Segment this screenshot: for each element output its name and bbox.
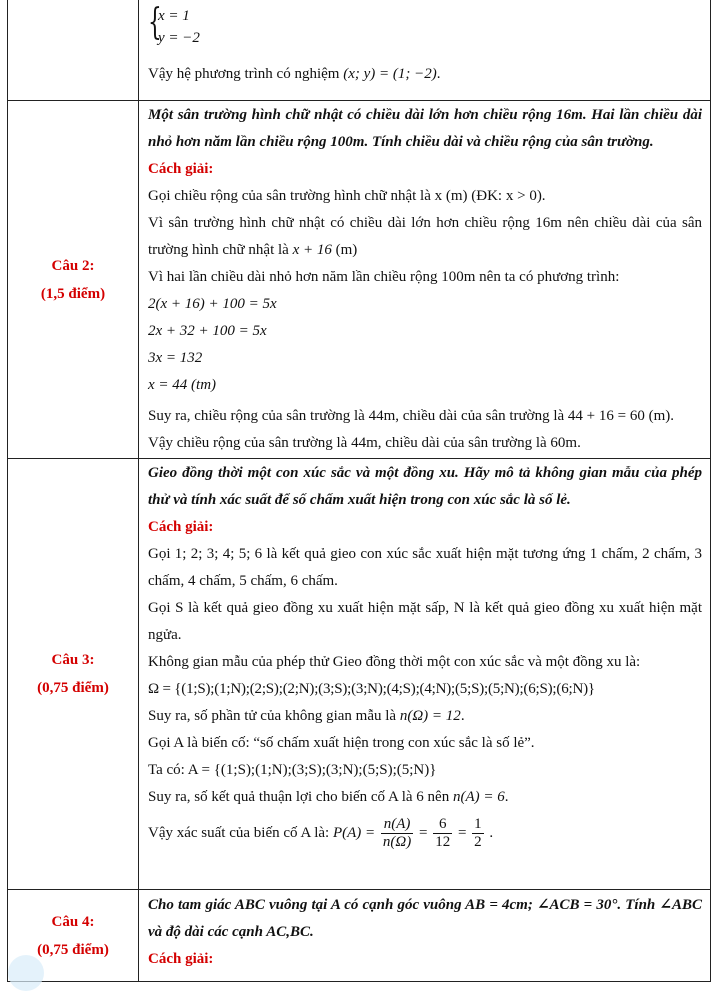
solution-line: Vì hai lần chiều dài nhỏ hơn năm lần chiều rộng 100m nên ta có phương trình:	[148, 269, 620, 285]
problem-statement: Một sân trường hình chữ nhật có chiều dài lớn hơn chiều rộng 16m. Hai lần chiều dài nhỏ hơn năm lần chiều rộng 100m. Tính chiều dài và chiều rộng của sân trường.	[148, 107, 702, 150]
brace-symbol: {	[148, 2, 162, 43]
question-points: (0,75 điểm)	[37, 941, 109, 958]
solution-heading: Cách giải:	[148, 951, 214, 967]
fraction: $\frac{6}{12}$	[435, 816, 451, 851]
solution-heading: Cách giải:	[148, 161, 214, 177]
table-row-previous	[8, 0, 711, 101]
solution-line: Gọi A là biến cố: “số chấm xuất hiện trong con xúc sắc là số lẻ”.	[148, 735, 535, 751]
solution-line: Suy ra, chiều rộng của sân trường là 44m, chiều dài của sân trường là 44 + 16 = 60 (m).	[148, 408, 674, 424]
table-row-question-4	[8, 890, 711, 982]
solution-line: Không gian mẫu của phép thử Gieo đồng thời một con xúc sắc và một đồng xu là:	[148, 654, 641, 670]
fraction: $\frac{n(A)}{n(\Omega)}$	[382, 816, 412, 851]
solution-heading: Cách giải:	[148, 519, 214, 535]
equation-step: x = 44 (tm)	[148, 377, 217, 393]
watermark-logo	[8, 955, 44, 991]
content-cell	[139, 0, 711, 101]
solution-line: Suy ra, số phần tử của không gian mẫu là n(Ω) = 12.	[148, 708, 465, 724]
solution-line: Gọi chiều rộng của sân trường hình chữ nhật là x (m) (ĐK: x > 0).	[148, 188, 546, 204]
question-number: Câu 3:	[51, 652, 95, 668]
equation-step: 2x + 32 + 100 = 5x	[148, 323, 267, 339]
content-cell	[139, 459, 711, 890]
system-line-2: y = −2	[158, 30, 200, 46]
question-number: Câu 4:	[51, 913, 95, 930]
problem-statement: Cho tam giác ABC vuông tại A có cạnh góc vuông AB = 4cm; ∠ACB = 30°. Tính ∠ABC và độ dài các cạnh AC,BC.	[148, 897, 702, 940]
problem-statement: Gieo đồng thời một con xúc sắc và một đồng xu. Hãy mô tả không gian mẫu của phép thử và tính xác suất để số chấm xuất hiện trong con xúc sắc là số lẻ.	[148, 465, 702, 508]
question-number: Câu 2:	[51, 257, 95, 274]
fraction: $\frac{1}{2}$	[474, 816, 482, 851]
solution-line: Gọi 1; 2; 3; 4; 5; 6 là kết quả gieo con xúc sắc xuất hiện mặt tương ứng 1 chấm, 2 chấm, 3 chấm, 4 chấm, 5 chấm, 6 chấm.	[148, 546, 702, 589]
event-set: Ta có: A = {(1;S);(1;N);(3;S);(3;N);(5;S);(5;N)}	[148, 762, 437, 778]
equation-step: 3x = 132	[148, 350, 203, 366]
label-cell-empty	[8, 0, 139, 101]
question-points: (1,5 điểm)	[40, 285, 106, 302]
content-cell	[139, 101, 711, 459]
sample-space: Ω = {(1;S);(1;N);(2;S);(2;N);(3;S);(3;N);(4;S);(4;N);(5;S);(5;N);(6;S);(6;N)}	[148, 681, 595, 697]
equation-step: 2(x + 16) + 100 = 5x	[148, 296, 277, 312]
table-row-question-3	[8, 459, 711, 890]
answer-table	[7, 0, 711, 982]
table-row-question-2	[8, 101, 711, 459]
solution-line: Suy ra, số kết quả thuận lợi cho biến cố A là 6 nên n(A) = 6.	[148, 789, 509, 805]
question-points: (0,75 điểm)	[37, 680, 109, 696]
solution-line: Gọi S là kết quả gieo đồng xu xuất hiện mặt sấp, N là kết quả gieo đồng xu xuất hiện mặt ngửa.	[148, 600, 702, 643]
question-label-cell	[8, 101, 139, 459]
solution-line: Vì sân trường hình chữ nhật có chiều dài lớn hơn chiều rộng 16m nên chiều dài của sân trường hình chữ nhật là x + 16 (m)	[148, 215, 702, 258]
content-cell	[139, 890, 711, 982]
conclusion: Vậy hệ phương trình có nghiệm (x; y) = (1; −2).	[148, 66, 441, 82]
solution-line: Vậy chiều rộng của sân trường là 44m, chiều dài của sân trường là 60m.	[148, 435, 581, 451]
equation-system	[148, 0, 702, 59]
question-label-cell	[8, 459, 139, 890]
probability-line: Vậy xác suất của biến cố A là: P(A) = $\frac{n(A)}{n(\Omega)}$ = $\frac{6}{12}$ = $\frac{1}{2}$ .	[148, 816, 494, 851]
system-line-1: x = 1	[158, 8, 190, 24]
